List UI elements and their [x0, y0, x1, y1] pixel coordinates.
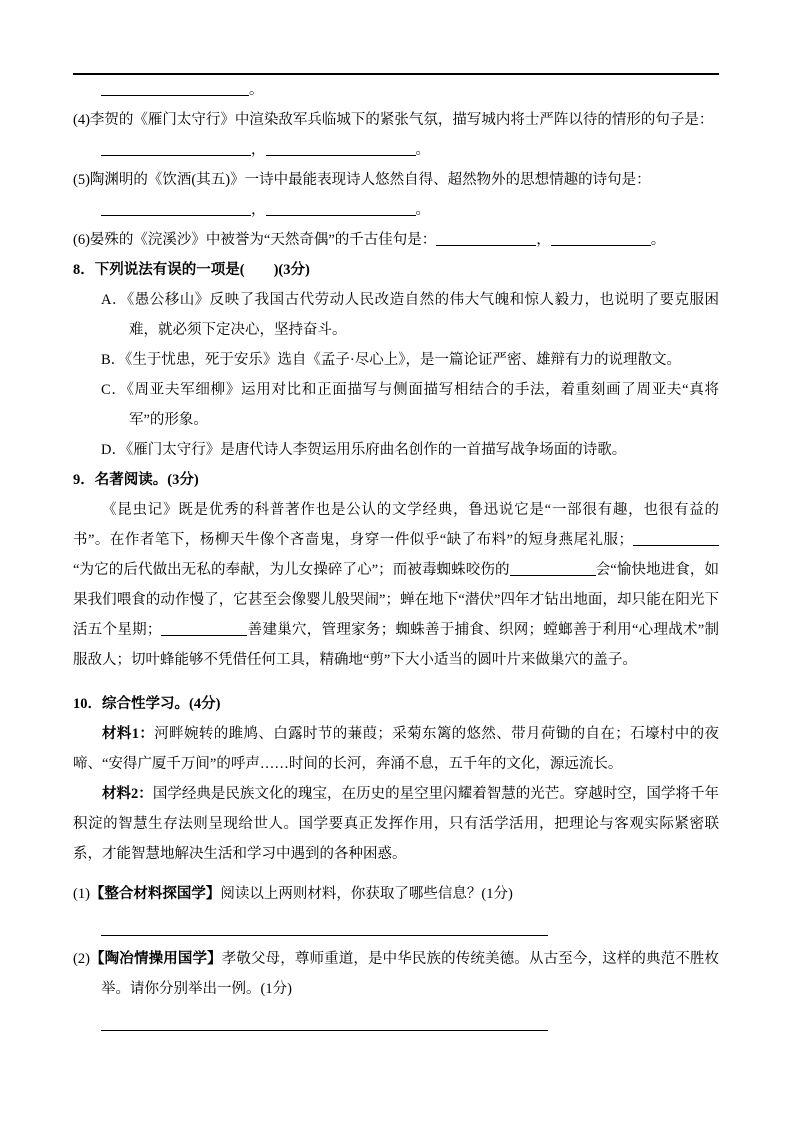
item-text: 李贺的《雁门太守行》中渲染敌军兵临城下的紧张气氛，描写城内将士严阵以待的情形的句子是：: [89, 112, 714, 128]
q10-sub-question-1: [73, 879, 719, 909]
q10-sub-1-answer-underline: [101, 935, 548, 936]
answer-blank: [161, 621, 247, 636]
q10-material-2: [73, 779, 719, 869]
answer-blank: [101, 201, 251, 216]
item-number: (5): [73, 172, 90, 188]
question-9-stem: 9．名著阅读。(3分): [73, 472, 199, 488]
fill-item-6: [73, 225, 719, 255]
answer-blank: [101, 141, 251, 156]
fill-item-5: [73, 165, 719, 225]
item-text: 晏殊的《浣溪沙》中被誉为“天然奇偶”的千古佳句是：: [89, 232, 437, 248]
q10-sub-question-2: [73, 944, 719, 1004]
option-text: 《周亚夫军细柳》运用对比和正面描写与侧面描写相结合的手法，着重刻画了周亚夫“真将军”的形象。: [126, 382, 719, 428]
q10-sub-2-answer-underline: [101, 1030, 548, 1031]
fill-blank-tail-line: 。: [101, 75, 719, 105]
q10-material-1: [73, 719, 719, 779]
option-text: 《生于忧患，死于安乐》选自《孟子·尽心上》，是一篇论证严密、雄辩有力的说理散文。: [125, 352, 681, 368]
fill-item-4: [73, 105, 719, 165]
fill-item-5-answer-line: ， 。: [101, 195, 719, 225]
answer-blank: [551, 231, 651, 246]
sub-tag: 【陶冶情操用国学】: [89, 951, 222, 967]
q9-passage: 《昆虫记》既是优秀的科普著作也是公认的文学经典，鲁迅说它是“一部很有趣，也很有益的书”。在作者笔下，杨柳天牛像个吝啬鬼，身穿一件似乎“缺了布料”的短身燕尾礼服；“为它的后代做出无私的奉献，为儿女操碎了心”；而被毒蜘蛛咬伤的 会“愉快地进食，如果我们喂食的动作慢了，它甚至会像婴儿般哭闹”；蝉在地下“潜伏”四年才钻出地面，却只能在阳光下活五个星期； 善建巢穴，管理家务；蜘蛛善于捕食、织网；螳螂善于利用“心理战术”制服敌人；切叶蜂能够不凭借任何工具，精确地“剪”下大小适当的圆叶片来做巢穴的盖子。: [73, 502, 720, 668]
question-10-stem: 10．综合性学习。(4分): [73, 696, 221, 712]
item-number: (4): [73, 112, 90, 128]
q8-option-b: [73, 345, 719, 375]
sub-number: (1): [73, 886, 90, 902]
material-2-text: 国学经典是民族文化的瑰宝，在历史的星空里闪耀着智慧的光芒。穿越时空，国学将千年积淀的智慧生存法则呈现给世人。国学要真正发挥作用，只有活学活用，把理论与客观实际紧密联系，才能智慧地解决生活和学习中遇到的各种困惑。: [73, 786, 720, 862]
inline-answer-blanks: ， 。: [436, 232, 665, 248]
answer-blank: [633, 531, 719, 546]
sub-text: 孝敬父母，尊师重道，是中华民族的传统美德。从古至今，这样的典范不胜枚举。请你分别举出一例。(1分): [101, 951, 719, 997]
sub-tag: 【整合材料探国学】: [89, 886, 221, 902]
item-text: 陶渊明的《饮酒(其五)》一诗中最能表现诗人悠然自得、超然物外的思想情趣的诗句是：: [89, 172, 651, 188]
material-2-label: 材料2：: [102, 786, 153, 802]
question-8-stem: 8．下列说法有误的一项是( )(3分): [73, 262, 310, 278]
option-label: A．: [101, 292, 127, 308]
sub-number: (2): [73, 951, 90, 967]
fill-item-4-answer-line: ， 。: [101, 135, 719, 165]
option-label: D．: [101, 442, 126, 458]
answer-blank: [101, 81, 249, 96]
option-text: 《愚公移山》反映了我国古代劳动人民改造自然的伟大气魄和惊人毅力，也说明了要克服困难，就必须下定决心，坚持奋斗。: [126, 292, 719, 338]
sub-text: 阅读以上两则材料，你获取了哪些信息？(1分): [220, 886, 513, 902]
answer-blank: [510, 561, 596, 576]
q8-option-a: [73, 285, 719, 345]
answer-blank: [266, 141, 416, 156]
material-1-label: 材料1：: [102, 726, 155, 742]
option-label: B．: [101, 352, 126, 368]
option-label: C．: [101, 382, 127, 398]
fill-item-5-stem: [73, 165, 719, 195]
fill-item-4-stem: [73, 105, 719, 135]
material-1-text: 河畔婉转的雎鸠、白露时节的蒹葭；采菊东篱的悠然、带月荷锄的自在；石壕村中的夜啼、“安得广厦千万间”的呼声……时间的长河，奔涌不息，五千年的文化，源远流长。: [73, 726, 720, 772]
answer-blank: [266, 201, 416, 216]
item-number: (6): [73, 232, 90, 248]
option-text: 《雁门太守行》是唐代诗人李贺运用乐府曲名创作的一首描写战争场面的诗歌。: [125, 442, 627, 458]
answer-blank: [436, 231, 536, 246]
q8-option-d: [73, 435, 719, 465]
q8-option-c: [73, 375, 719, 435]
